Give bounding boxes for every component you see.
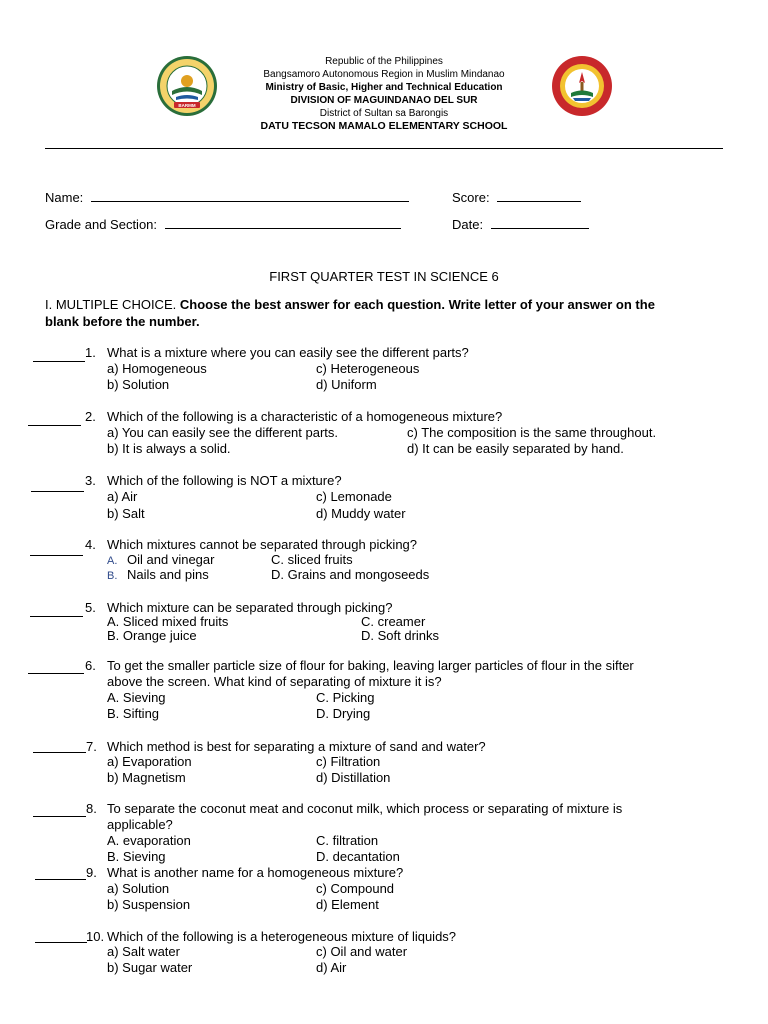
header-divider: [45, 148, 723, 149]
header-ministry: Ministry of Basic, Higher and Technical Education: [265, 82, 503, 93]
question-number-7: 7.: [86, 739, 97, 754]
q3-option-a: a) Air: [107, 489, 138, 504]
question-number-3: 3.: [85, 473, 96, 488]
q3-option-b: b) Salt: [107, 506, 145, 521]
question-text-9: What is another name for a homogeneous mixture?: [107, 865, 404, 880]
svg-text:BARMM: BARMM: [178, 102, 196, 108]
answer-blank-6[interactable]: [28, 673, 84, 674]
q5-option-d: D. Soft drinks: [361, 628, 440, 643]
q10-option-c: c) Oil and water: [316, 944, 408, 959]
q4-option-b-letter: B.: [107, 570, 118, 582]
q2-option-c: c) The composition is the same throughout.: [407, 425, 657, 440]
question-text-4: Which mixtures cannot be separated through picking?: [107, 537, 418, 552]
q6-option-c: C. Picking: [316, 690, 375, 705]
score-label: Score:: [452, 190, 490, 205]
question-number-4: 4.: [85, 537, 96, 552]
date-label: Date:: [452, 217, 484, 232]
q4-option-b-text: Nails and pins: [127, 567, 209, 582]
header-region: Bangsamoro Autonomous Region in Muslim Mindanao: [263, 69, 505, 80]
question-number-9: 9.: [86, 865, 97, 880]
q9-option-d: d) Element: [316, 897, 379, 912]
test-title: FIRST QUARTER TEST IN SCIENCE 6: [269, 269, 499, 284]
q9-option-b: b) Suspension: [107, 897, 191, 912]
answer-blank-2[interactable]: [28, 425, 81, 426]
answer-blank-8[interactable]: [33, 816, 86, 817]
score-blank[interactable]: [497, 189, 581, 202]
q7-option-b: b) Magnetism: [107, 770, 186, 785]
answer-blank-9[interactable]: [35, 879, 86, 880]
question-text-1: What is a mixture where you can easily see the different parts?: [107, 345, 469, 360]
q2-option-d: d) It can be easily separated by hand.: [407, 441, 624, 456]
instructions-line1: [45, 297, 655, 313]
question-text-7: Which method is best for separating a mixture of sand and water?: [107, 739, 486, 754]
q10-option-a: a) Salt water: [107, 944, 180, 959]
date-blank[interactable]: [491, 216, 589, 229]
header-school-name: DATU TECSON MAMALO ELEMENTARY SCHOOL: [260, 120, 508, 132]
answer-blank-5[interactable]: [30, 616, 83, 617]
q6-option-b: B. Sifting: [107, 706, 160, 721]
q1-option-c: c) Heterogeneous: [316, 361, 420, 376]
instructions-lead: I. MULTIPLE CHOICE.: [45, 297, 177, 312]
answer-blank-7[interactable]: [33, 752, 86, 753]
q8-option-b: B. Sieving: [107, 849, 166, 864]
q2-option-a: a) You can easily see the different parts.: [107, 425, 339, 440]
q1-option-a: a) Homogeneous: [107, 361, 207, 376]
question-text-10: Which of the following is a heterogeneous mixture of liquids?: [107, 929, 457, 944]
question-number-2: 2.: [85, 409, 96, 424]
answer-blank-1[interactable]: [33, 361, 85, 362]
q10-option-b: b) Sugar water: [107, 960, 193, 975]
q7-option-a: a) Evaporation: [107, 754, 192, 769]
q3-option-d: d) Muddy water: [316, 506, 406, 521]
question-number-6: 6.: [85, 658, 96, 673]
q3-option-c: c) Lemonade: [316, 489, 392, 504]
header-republic: Republic of the Philippines: [325, 56, 443, 67]
q7-option-c: c) Filtration: [316, 754, 381, 769]
question-text-3: Which of the following is NOT a mixture?: [107, 473, 342, 488]
q10-option-d: d) Air: [316, 960, 347, 975]
q8-option-a: A. evaporation: [107, 833, 191, 848]
q5-option-c: C. creamer: [361, 614, 426, 629]
question-text-2: Which of the following is a characteristic of a homogeneous mixture?: [107, 409, 503, 424]
q4-option-c: C. sliced fruits: [271, 552, 353, 567]
question-text-5: Which mixture can be separated through picking?: [107, 600, 393, 615]
header-division: DIVISION OF MAGUINDANAO DEL SUR: [290, 95, 478, 106]
q9-option-a: a) Solution: [107, 881, 170, 896]
score-field[interactable]: [452, 189, 581, 206]
name-field[interactable]: [45, 189, 409, 206]
q1-option-d: d) Uniform: [316, 377, 377, 392]
question-number-8: 8.: [86, 801, 97, 816]
name-label: Name:: [45, 190, 84, 205]
q9-option-c: c) Compound: [316, 881, 395, 896]
q4-option-b: [107, 567, 209, 584]
q4-option-d: D. Grains and mongoseeds: [271, 567, 430, 582]
date-field[interactable]: [452, 216, 589, 233]
q7-option-d: d) Distillation: [316, 770, 391, 785]
grade-field[interactable]: [45, 216, 401, 233]
q6-option-a: A. Sieving: [107, 690, 166, 705]
q5-option-a: A. Sliced mixed fruits: [107, 614, 229, 629]
q4-option-a-text: Oil and vinegar: [127, 552, 215, 567]
question-text-8: To separate the coconut meat and coconut milk, which process or separating of mixture is: [107, 801, 623, 816]
grade-label: Grade and Section:: [45, 217, 158, 232]
question-text-6: To get the smaller particle size of flour for baking, leaving larger particles of flour in the sifter: [107, 658, 634, 673]
answer-blank-3[interactable]: [31, 491, 84, 492]
q5-option-b: B. Orange juice: [107, 628, 197, 643]
instructions-bold-1: Choose the best answer for each question. Write letter of your answer on the: [179, 297, 655, 312]
q1-option-b: b) Solution: [107, 377, 170, 392]
question-text-6-cont: above the screen. What kind of separating of mixture it is?: [107, 674, 442, 689]
question-number-10: 10.: [86, 929, 105, 944]
question-text-8-cont: applicable?: [107, 817, 173, 832]
q2-option-b: b) It is always a solid.: [107, 441, 231, 456]
grade-blank[interactable]: [165, 216, 401, 229]
answer-blank-4[interactable]: [30, 555, 83, 556]
instructions-line2: blank before the number.: [45, 314, 200, 329]
q8-option-d: D. decantation: [316, 849, 400, 864]
q4-option-a-letter: A.: [107, 555, 118, 567]
question-number-1: 1.: [85, 345, 96, 360]
name-blank[interactable]: [91, 189, 409, 202]
q8-option-c: C. filtration: [316, 833, 379, 848]
header-district: District of Sultan sa Barongis: [319, 108, 449, 119]
q6-option-d: D. Drying: [316, 706, 371, 721]
question-number-5: 5.: [85, 600, 96, 615]
answer-blank-10[interactable]: [35, 942, 87, 943]
